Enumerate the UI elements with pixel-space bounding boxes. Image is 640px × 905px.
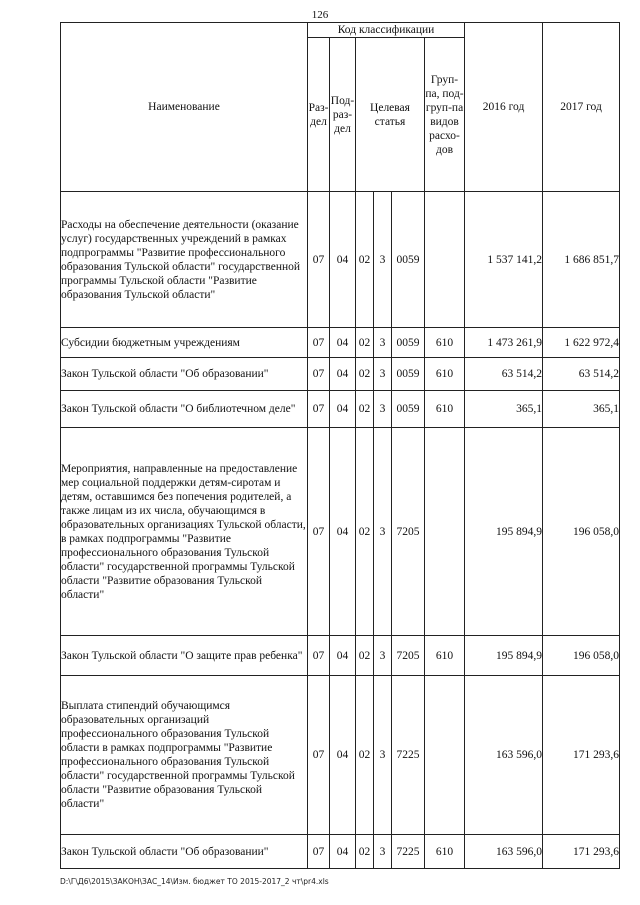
table-row [61,358,620,391]
row-value-2016: 365,1 [465,391,543,428]
row-value-2017: 171 293,6 [543,835,620,869]
row-section: 07 [308,391,330,428]
row-target-3: 0059 [392,192,425,328]
row-subsection: 04 [330,428,356,636]
row-target-3: 0059 [392,391,425,428]
row-target-2: 3 [374,192,392,328]
table-row [61,636,620,676]
row-subsection: 04 [330,835,356,869]
row-target-1: 02 [356,391,374,428]
row-target-2: 3 [374,391,392,428]
row-target-3: 7205 [392,636,425,676]
header-expense-group: Груп-па, под-груп-па видов расхо-дов [425,38,465,192]
header-subsection: Под-раз-дел [330,38,356,192]
row-subsection: 04 [330,636,356,676]
row-target-1: 02 [356,835,374,869]
row-expense-group: 610 [425,835,465,869]
row-value-2017: 196 058,0 [543,636,620,676]
row-value-2016: 195 894,9 [465,636,543,676]
row-target-2: 3 [374,636,392,676]
row-section: 07 [308,676,330,835]
header-section: Раз-дел [308,38,330,192]
row-value-2017: 365,1 [543,391,620,428]
header-classification: Код классификации [308,23,465,38]
row-target-3: 7225 [392,676,425,835]
row-subsection: 04 [330,676,356,835]
row-subsection: 04 [330,391,356,428]
row-target-2: 3 [374,328,392,358]
row-subsection: 04 [330,328,356,358]
header-target-article: Целевая статья [356,38,425,192]
row-value-2017: 63 514,2 [543,358,620,391]
row-section: 07 [308,192,330,328]
page-number: 126 [311,9,329,21]
row-name: Выплата стипендий обучающимся образовательных организаций профессионального образования Тульской области в рамках подпрограммы "Развитие профессионального образования Тульской области" государственной программы Тульской области "Развитие образования Тульской области" [61,676,308,835]
row-section: 07 [308,328,330,358]
row-name: Расходы на обеспечение деятельности (оказание услуг) государственных учреждений в рамках подпрограммы "Развитие профессионального образования Тульской области" государственной программы Тульской области "Развитие образования Тульской области" [61,192,308,328]
row-target-2: 3 [374,835,392,869]
file-path-footer: D:\Г\Д6\2015\ЗАКОН\ЗАС_14\Изм. бюджет ТО 2015-2017_2 чт\pr4.xls [60,877,329,886]
row-value-2016: 163 596,0 [465,676,543,835]
table-row [61,676,620,835]
row-value-2017: 1 686 851,7 [543,192,620,328]
row-value-2017: 1 622 972,4 [543,328,620,358]
row-target-1: 02 [356,358,374,391]
row-target-1: 02 [356,192,374,328]
row-target-1: 02 [356,636,374,676]
row-target-2: 3 [374,428,392,636]
row-expense-group: 610 [425,391,465,428]
header-year-2016: 2016 год [465,23,543,192]
table-row [61,328,620,358]
row-section: 07 [308,428,330,636]
row-subsection: 04 [330,358,356,391]
row-name: Закон Тульской области "О библиотечном деле" [61,391,308,428]
row-target-2: 3 [374,358,392,391]
row-expense-group [425,428,465,636]
row-section: 07 [308,835,330,869]
table-row [61,192,620,328]
row-name: Субсидии бюджетным учреждениям [61,328,308,358]
row-name: Закон Тульской области "О защите прав ребенка" [61,636,308,676]
row-value-2016: 163 596,0 [465,835,543,869]
table-row [61,391,620,428]
row-expense-group [425,676,465,835]
row-value-2016: 63 514,2 [465,358,543,391]
budget-table [60,22,620,869]
row-subsection: 04 [330,192,356,328]
row-value-2016: 1 537 141,2 [465,192,543,328]
table-row [61,428,620,636]
row-expense-group: 610 [425,358,465,391]
row-name: Закон Тульской области "Об образовании" [61,358,308,391]
row-name: Мероприятия, направленные на предоставление мер социальной поддержки детям-сиротам и детям, оставшимся без попечения родителей, а также лицам из их числа, обучающимся в образовательных организациях Тульской области, в рамках подпрограммы "Развитие профессионального образования Тульской области" государственной программы Тульской области "Развитие образования Тульской области" [61,428,308,636]
row-expense-group [425,192,465,328]
row-target-3: 7205 [392,428,425,636]
row-section: 07 [308,358,330,391]
row-target-3: 0059 [392,358,425,391]
row-target-1: 02 [356,676,374,835]
row-target-3: 7225 [392,835,425,869]
row-value-2016: 1 473 261,9 [465,328,543,358]
row-value-2017: 171 293,6 [543,676,620,835]
row-value-2017: 196 058,0 [543,428,620,636]
header-name: Наименование [61,23,308,192]
row-target-3: 0059 [392,328,425,358]
row-target-2: 3 [374,676,392,835]
row-section: 07 [308,636,330,676]
row-expense-group: 610 [425,328,465,358]
row-target-1: 02 [356,428,374,636]
row-name: Закон Тульской области "Об образовании" [61,835,308,869]
row-value-2016: 195 894,9 [465,428,543,636]
row-target-1: 02 [356,328,374,358]
table-row [61,835,620,869]
header-year-2017: 2017 год [543,23,620,192]
row-expense-group: 610 [425,636,465,676]
